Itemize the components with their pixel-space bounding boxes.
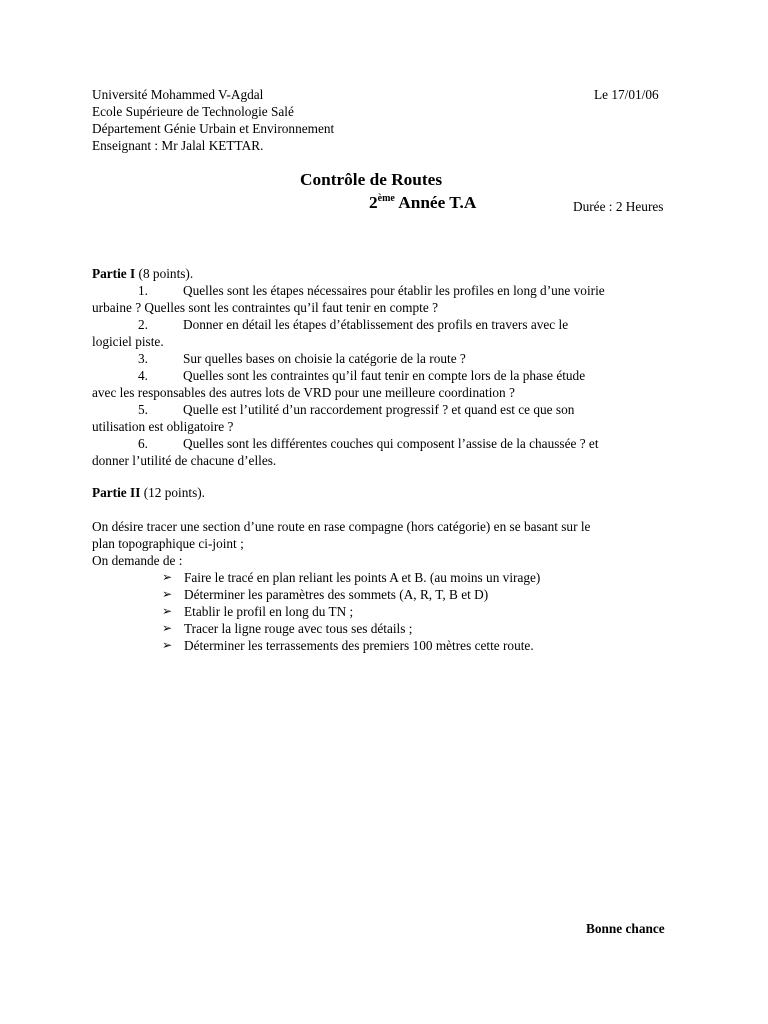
intro-line-2: plan topographique ci-joint ; (92, 536, 244, 551)
task-text: Déterminer les paramètres des sommets (A, R, T, B et D) (184, 587, 489, 602)
question-number: 5. (138, 402, 148, 417)
exam-duration: Durée : 2 Heures (573, 199, 664, 214)
question-list (92, 282, 682, 469)
task-item (92, 569, 682, 586)
question-text: Quelles sont les contraintes qu’il faut tenir en compte lors de la phase étude (183, 368, 586, 383)
task-text: Tracer la ligne rouge avec tous ses détails ; (184, 621, 413, 636)
part-one-heading (92, 265, 682, 282)
task-item (92, 637, 682, 654)
question-number: 3. (138, 351, 148, 366)
question-text: Quelle est l’utilité d’un raccordement progressif ? et quand est ce que son (183, 402, 575, 417)
question-item (92, 316, 682, 350)
task-item (92, 586, 682, 603)
university-name: Université Mohammed V-Agdal (92, 87, 264, 102)
arrow-right-icon: ➢ (162, 621, 173, 635)
question-text: Quelles sont les étapes nécessaires pour établir les profiles en long d’une voirie (183, 283, 605, 298)
arrow-right-icon: ➢ (162, 604, 173, 618)
year-suffix: ème (377, 193, 395, 204)
arrow-right-icon: ➢ (162, 570, 173, 584)
year-number: 2 (369, 193, 378, 212)
question-text: Quelles sont les différentes couches qui composent l’assise de la chaussée ? et (183, 436, 599, 451)
question-continuation: logiciel piste. (92, 334, 164, 349)
task-text: Etablir le profil en long du TN ; (184, 604, 354, 619)
exam-date: Le 17/01/06 (594, 87, 659, 102)
task-text: Faire le tracé en plan reliant les points A et B. (au moins un virage) (184, 570, 541, 585)
question-number: 1. (138, 283, 148, 298)
signoff: Bonne chance (586, 921, 665, 936)
part-two-heading (92, 484, 682, 501)
task-list (92, 569, 682, 654)
task-item (92, 620, 682, 637)
part-two-points: (12 points). (140, 485, 206, 500)
intro-line-1: On désire tracer une section d’une route en rase compagne (hors catégorie) en se basant sur le (92, 519, 591, 534)
question-continuation: urbaine ? Quelles sont les contraintes qu’il faut tenir en compte ? (92, 300, 438, 315)
question-number: 6. (138, 436, 148, 451)
part-two-intro (92, 518, 682, 569)
question-item (92, 350, 682, 367)
part-one (92, 265, 682, 469)
question-text: Donner en détail les étapes d’établissement des profils en travers avec le (183, 317, 569, 332)
question-text: Sur quelles bases on choisie la catégorie de la route ? (183, 351, 466, 366)
question-continuation: avec les responsables des autres lots de VRD pour une meilleure coordination ? (92, 385, 515, 400)
question-number: 2. (138, 317, 148, 332)
department-name: Département Génie Urbain et Environnement (92, 121, 335, 136)
question-item (92, 367, 682, 401)
question-number: 4. (138, 368, 148, 383)
exam-subtitle (369, 194, 476, 211)
ask-line: On demande de : (92, 553, 183, 568)
part-one-label: Partie I (92, 266, 136, 281)
year-class: Année T.A (394, 193, 477, 212)
part-two-label: Partie II (92, 485, 141, 500)
question-item (92, 435, 682, 469)
question-item (92, 282, 682, 316)
task-item (92, 603, 682, 620)
question-item (92, 401, 682, 435)
exam-title: Contrôle de Routes (300, 170, 443, 189)
question-continuation: donner l’utilité de chacune d’elles. (92, 453, 277, 468)
part-two (92, 484, 682, 654)
arrow-right-icon: ➢ (162, 587, 173, 601)
question-continuation: utilisation est obligatoire ? (92, 419, 234, 434)
task-text: Déterminer les terrassements des premiers 100 mètres cette route. (184, 638, 534, 653)
teacher-name: Enseignant : Mr Jalal KETTAR. (92, 138, 264, 153)
arrow-right-icon: ➢ (162, 638, 173, 652)
school-name: Ecole Supérieure de Technologie Salé (92, 104, 294, 119)
part-one-points: (8 points). (135, 266, 194, 281)
